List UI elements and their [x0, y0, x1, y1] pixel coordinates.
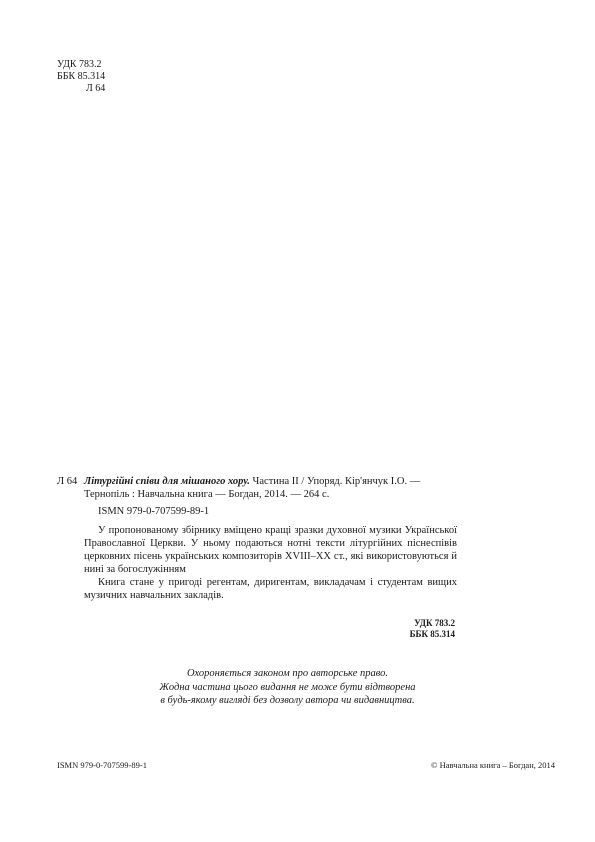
catalog-title: Літургійні співи для мішаного хору.: [84, 476, 250, 487]
footer-isbn: ISMN 979-0-707599-89-1: [57, 760, 147, 770]
annotation-paragraph: Книга стане у пригоді регентам, диригентам, викладачам і студентам вищих музичних навчальних закладів.: [84, 577, 457, 601]
header-classification-codes: [57, 59, 105, 95]
catalog-entry: [84, 475, 457, 501]
catalog-card: [57, 475, 457, 602]
header-udk-code: УДК 783.2: [57, 59, 102, 70]
copyright-notice: [100, 667, 475, 708]
annotation-paragraph: У пропонованому збірнику вміщено кращі зразки духовної музики Української Православної Церкви. У ньому подаються нотні тексти літургійних піснеспівів церковних пісень українських композиторів XVIII–XX ст., які використовуються й нині за богослужінням: [84, 525, 457, 575]
copyright-notice-line: Охороняється законом про авторське право.: [186, 668, 389, 679]
annotation: [84, 524, 457, 602]
catalog-isbn: ISMN 979-0-707599-89-1: [98, 506, 210, 517]
udk-code: УДК 783.2: [414, 618, 455, 628]
copyright-notice-line: в будь-якому вигляді без дозволу автора чи видавництва.: [160, 695, 415, 706]
catalog-details: Частина II / Упоряд. Кір'янчук І.О. — Тернопіль : Навчальна книга — Богдан, 2014. — 264 с.: [84, 476, 421, 500]
copyright-notice-line: Жодна частина цього видання не може бути відтворена: [159, 681, 416, 693]
classification-codes: [350, 618, 455, 640]
footer-copyright: © Навчальна книга – Богдан, 2014: [431, 760, 555, 770]
catalog-author-mark: Л 64: [57, 476, 78, 487]
bbk-code: ББК 85.314: [409, 629, 455, 639]
header-author-mark: Л 64: [86, 83, 106, 94]
header-bbk-code: ББК 85.314: [57, 71, 106, 82]
